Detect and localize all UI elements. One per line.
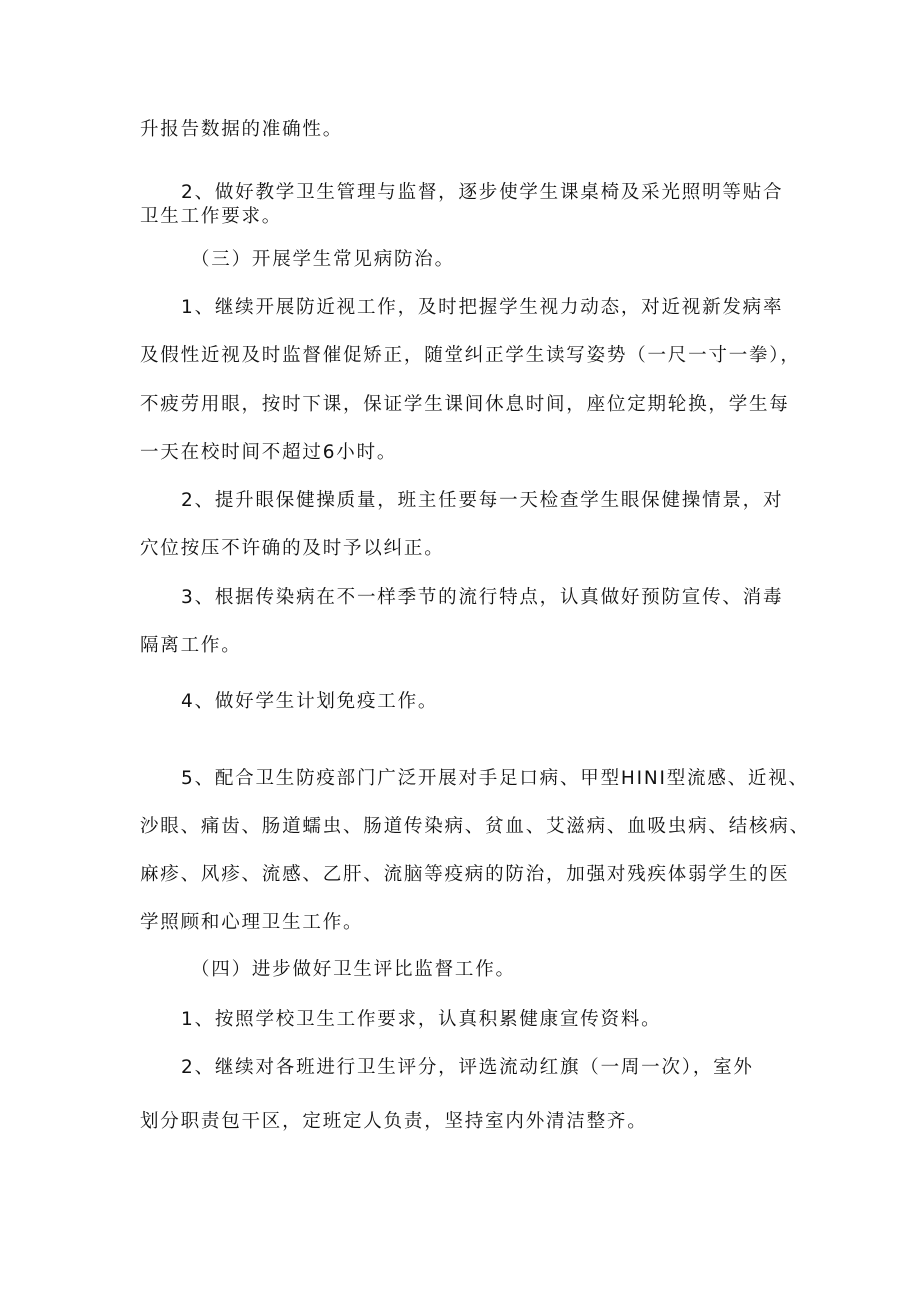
text-line: 3、根据传染病在不一样季节的流行特点，认真做好预防宣传、消毒 [181,587,784,608]
text-line: 2、提升眼保健操质量，班主任要每一天检查学生眼保健操情景，对 [181,490,784,511]
text-line: 5、配合卫生防疫部门广泛开展对手足口病、甲型HINI型流感、近视、 [181,768,809,789]
section-heading: （四）进步做好卫生评比监督工作。 [191,959,516,980]
text-line: 学照顾和心理卫生工作。 [140,912,364,933]
text-line: 升报告数据的准确性。 [140,119,344,140]
text-line: 不疲劳用眼，按时下课，保证学生课间休息时间，座位定期轮换，学生每 [140,394,790,415]
text-line: 麻疹、风疹、流感、乙肝、流脑等疫病的防治，加强对残疾体弱学生的医 [140,864,790,885]
text-line: 划分职责包干区，定班定人负责，坚持室内外清洁整齐。 [140,1111,648,1132]
text-line: 卫生工作要求。 [140,206,283,227]
text-line: 1、继续开展防近视工作，及时把握学生视力动态，对近视新发病率 [181,297,784,318]
text-line: 4、做好学生计划免疫工作。 [181,691,439,712]
section-heading: （三）开展学生常见病防治。 [191,249,455,270]
text-line: 一天在校时间不超过6小时。 [140,442,398,463]
text-line: 2、继续对各班进行卫生评分，评选流动红旗（一周一次），室外 [181,1057,754,1078]
text-line: 及假性近视及时监督催促矫正，随堂纠正学生读写姿势（一尺一寸一拳）， [140,345,801,366]
text-line: 1、按照学校卫生工作要求，认真积累健康宣传资料。 [181,1009,662,1030]
text-line: 穴位按压不许确的及时予以纠正。 [140,538,445,559]
text-line: 沙眼、痛齿、肠道蠕虫、肠道传染病、贫血、艾滋病、血吸虫病、结核病、 [140,816,810,837]
text-line: 2、做好教学卫生管理与监督，逐步使学生课桌椅及采光照明等贴合 [181,182,784,203]
text-line: 隔离工作。 [140,635,242,656]
